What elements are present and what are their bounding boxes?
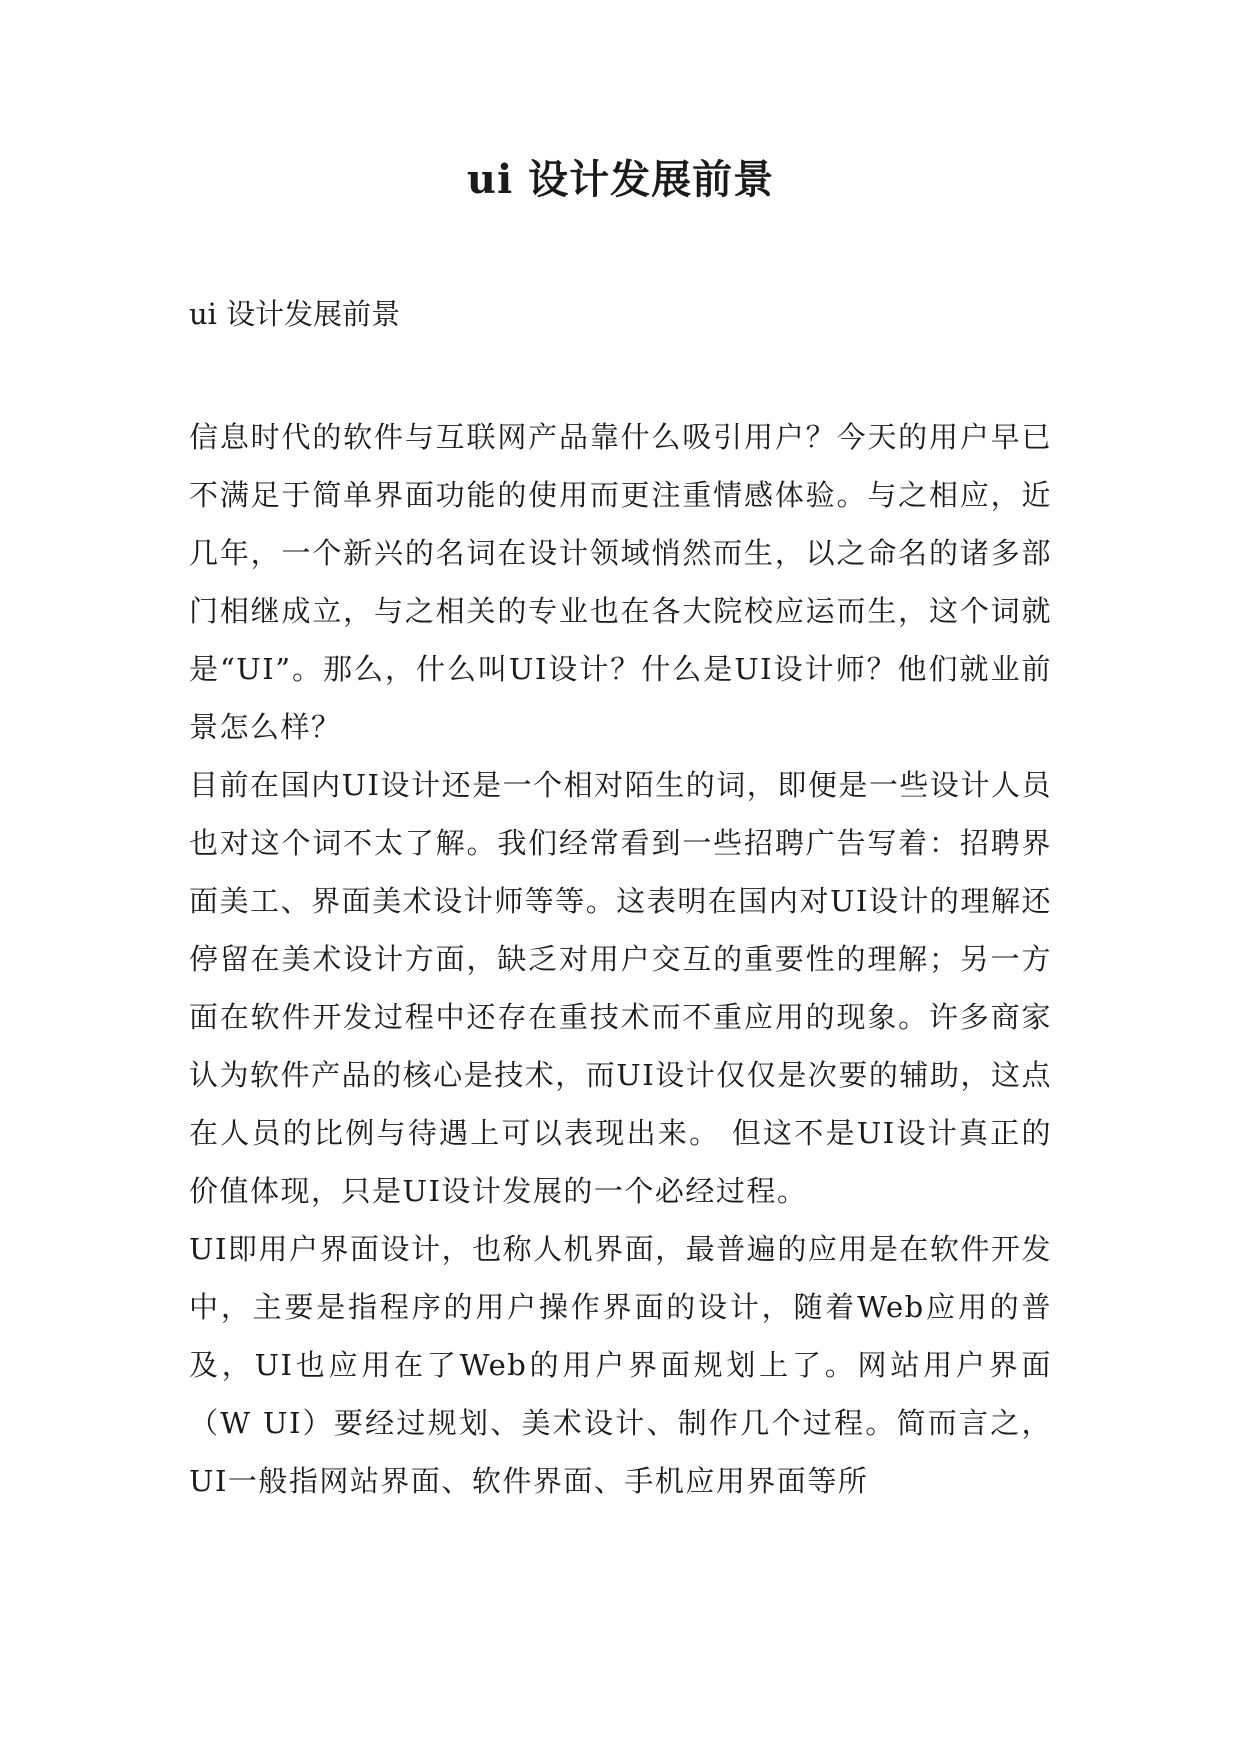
body-paragraph-2: 目前在国内UI设计还是一个相对陌生的词，即便是一些设计人员也对这个词不太了解。我们经常看到一些招聘广告写着：招聘界面美工、界面美术设计师等等。这表明在国内对UI设计的理解还停留在美术设计方面，缺乏对用户交互的重要性的理解；另一方面在软件开发过程中还存在重技术而不重应用的现象。许多商家认为软件产品的核心是技术，而UI设计仅仅是次要的辅助，这点在人员的比例与待遇上可以表现出来。 但这不是UI设计真正的价值体现，只是UI设计发展的一个必经过程。	[189, 768, 1052, 1208]
document-title: ui 设计发展前景	[466, 156, 775, 203]
document-body	[189, 408, 1052, 1510]
document-subtitle: ui 设计发展前景	[189, 297, 401, 331]
body-paragraph-1: 信息时代的软件与互联网产品靠什么吸引用户？今天的用户早已不满足于简单界面功能的使用而更注重情感体验。与之相应，近几年，一个新兴的名词在设计领域悄然而生，以之命名的诸多部门相继成立，与之相关的专业也在各大院校应运而生，这个词就是“UI”。那么，什么叫UI设计？什么是UI设计师？他们就业前景怎么样？	[189, 420, 1052, 744]
body-paragraph-3: UI即用户界面设计，也称人机界面，最普遍的应用是在软件开发中，主要是指程序的用户操作界面的设计，随着Web应用的普及，UI也应用在了Web的用户界面规划上了。网站用户界面（W UI）要经过规划、美术设计、制作几个过程。简而言之，UI一般指网站界面、软件界面、手机应用界面等所	[189, 1232, 1052, 1498]
